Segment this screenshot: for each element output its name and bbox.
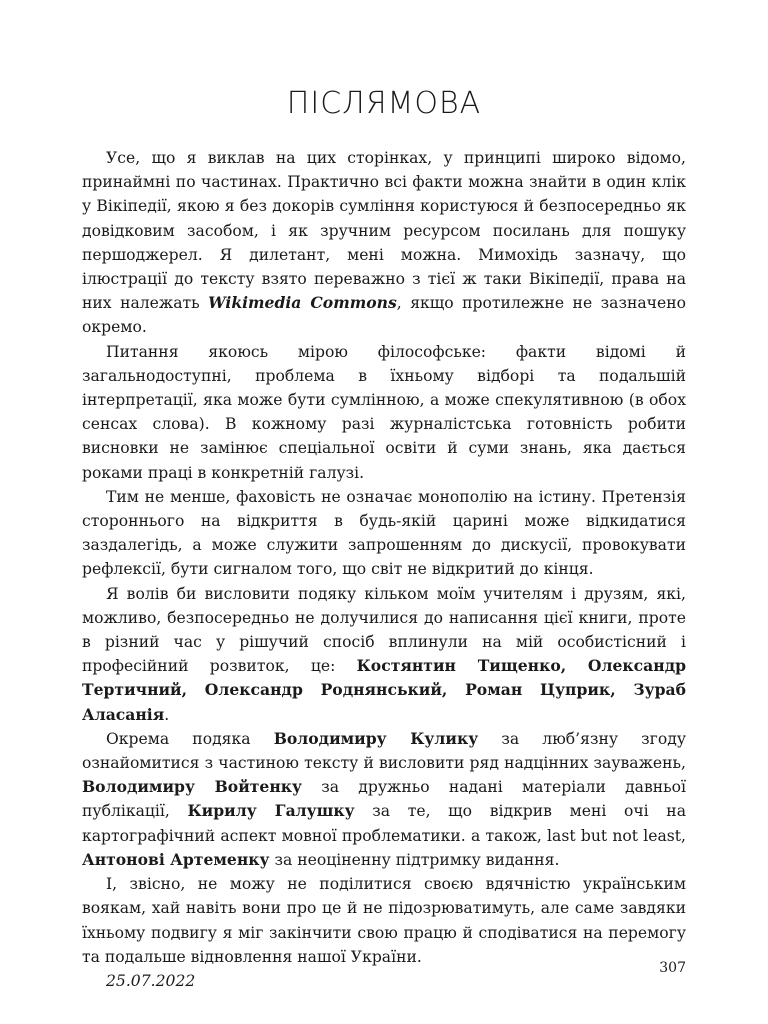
text-run: за дружньо надані матеріали давньої публікації, bbox=[82, 778, 687, 821]
paragraph bbox=[82, 340, 686, 485]
paragraph bbox=[82, 727, 686, 872]
text-run: І, звісно, не можу не поділитися своєю вдячністю українським воякам, хай навіть вони про це й не підозрюватимуть, але саме завдяки їхньому подвигу я міг закінчити свою працю й сподіватися на перемогу та подальше відновлення нашої України. bbox=[82, 875, 686, 966]
paragraph bbox=[82, 485, 686, 582]
paragraph bbox=[82, 872, 686, 969]
bold-name: Володимиру Кулику bbox=[273, 728, 479, 748]
page-number: 307 bbox=[659, 960, 686, 976]
date: 25.07.2022 bbox=[106, 971, 196, 990]
page-title: ПІСЛЯМОВА bbox=[286, 86, 482, 121]
bold-name: Антонові Артеменку bbox=[82, 849, 270, 869]
text-run: за люб’язну згоду ознайомитися з частиною тексту й висловити ряд надцінних зауважень, bbox=[82, 729, 686, 773]
text-run: Усе, що я виклав на цих сторінках, у принципі широко відомо, принаймні по частинах. Практично всі факти можна знайти в один клік у Вікіпедії, якою я без докорів сумління користуюся й безпосередньо як довідковим засобом, і як зручним ресурсом посилань для пошуку першоджерел. Я дилетант, мені можна. Мимохідь зазначу, що ілюстрації до тексту взято переважно з тієї ж таки Вікіпедії, права на них належать bbox=[82, 149, 686, 313]
paragraph bbox=[82, 582, 686, 727]
text-run: Тим не менше, фаховість не означає монополію на істину. Претензія стороннього на відкриття в будь-якій царині може відкидатися заздалегідь, а може служити запрошенням до дискусії, провокувати рефлексії, бути сигналом того, що світ не відкритий до кінця. bbox=[82, 487, 686, 579]
bold-name: Кирилу Галушку bbox=[187, 801, 355, 821]
text-run: . bbox=[164, 705, 170, 724]
text-run: Питання якоюсь мірою філософське: факти відомі й загальнодоступні, проблема в їхньому відборі та подальшій інтерпретації, яка може бути сумлінною, а може спекулятивною (в обох сенсах слова). В кожному разі журналістська готовність робити висновки не замінює спеціальної освіти й суми знань, яка дається роками праці в конкретній галузі. bbox=[82, 342, 686, 482]
emphasis-text: Wikimedia Commons bbox=[208, 293, 397, 313]
text-run: Окрема подяка bbox=[106, 729, 274, 748]
paragraph bbox=[82, 146, 686, 340]
bold-name: Костянтин Тищенко, Олександр Тертичний, Олександр Роднянський, Роман Цуприк, Зураб Аласанія bbox=[82, 656, 686, 724]
text-run: , якщо протилежне не зазначено окремо. bbox=[82, 294, 686, 337]
bold-name: Володимиру Войтенку bbox=[82, 777, 303, 797]
text-run: за те, що відкрив мені очі на картографічний аспект мовної проблематики. а також, last but not least, bbox=[82, 802, 686, 845]
text-run: за неоціненну підтримку видання. bbox=[269, 850, 560, 869]
afterword-body bbox=[82, 146, 686, 993]
text-run: Я волів би висловити подяку кільком моїм учителям і друзям, які, можливо, безпосередньо не долучилися до написання цієї книги, проте в різний час у рішучий спосіб вплинули на мій особистісний і професійний розвиток, це: bbox=[82, 584, 686, 676]
